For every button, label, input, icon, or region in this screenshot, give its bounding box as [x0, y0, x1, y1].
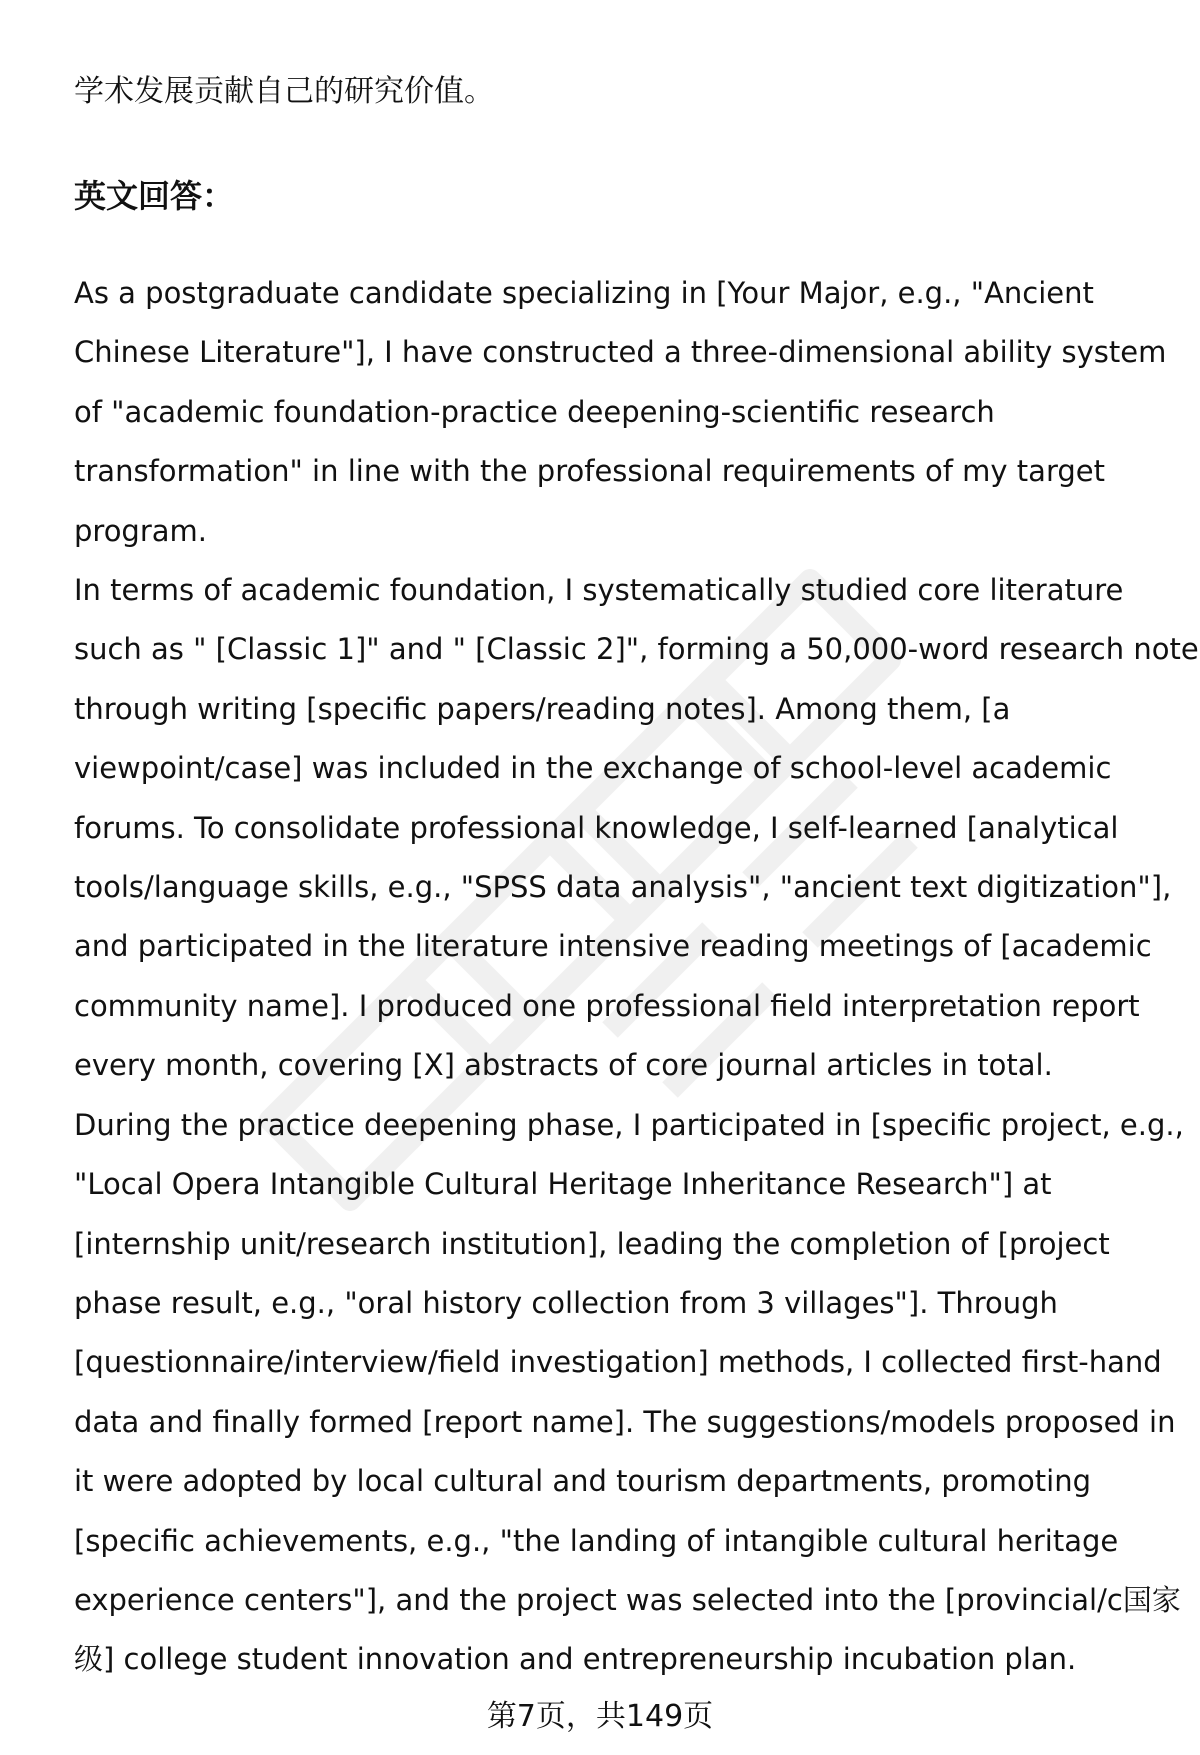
text-line: [specific achievements, e.g., "the landing of intangible cultural heritage [74, 1523, 1119, 1558]
text-line: transformation" in line with the professional requirements of my target [74, 454, 1105, 489]
text-line: tools/language skills, e.g., "SPSS data analysis", "ancient text digitization"], [74, 870, 1172, 905]
text-line: In terms of academic foundation, I systematically studied core literature [74, 573, 1124, 608]
text-line: and participated in the literature intensive reading meetings of [academic [74, 929, 1152, 964]
text-line: viewpoint/case] was included in the exchange of school-level academic [74, 751, 1112, 786]
text-line: it were adopted by local cultural and tourism departments, promoting [74, 1464, 1091, 1499]
text-line: such as " [Classic 1]" and " [Classic 2]", forming a 50,000-word research note [74, 632, 1199, 667]
text-line: every month, covering [X] abstracts of core journal articles in total. [74, 1048, 1053, 1083]
text-line: program. [74, 513, 208, 548]
text-line: data and finally formed [report name]. The suggestions/models proposed in [74, 1404, 1176, 1439]
section-heading: 英文回答： [74, 177, 235, 215]
text-line: [questionnaire/interview/field investigation] methods, I collected first-hand [74, 1345, 1162, 1380]
text-line: [internship unit/research institution], leading the completion of [project [74, 1226, 1110, 1261]
text-line: experience centers"], and the project was selected into the [provincial/c国家 [74, 1582, 1181, 1617]
text-line: 级] college student innovation and entrepreneurship incubation plan. [74, 1642, 1077, 1677]
text-line: During the practice deepening phase, I participated in [specific project, e.g., [74, 1107, 1184, 1142]
text-line: of "academic foundation-practice deepening-scientific research [74, 394, 995, 429]
paragraph-intro [74, 264, 1167, 561]
text-line: As a postgraduate candidate specializing in [Your Major, e.g., "Ancient [74, 276, 1094, 310]
paragraph-practice-deepening [74, 1096, 1184, 1690]
text-line: community name]. I produced one professional field interpretation report [74, 988, 1140, 1023]
text-line: through writing [specific papers/reading notes]. Among them, [a [74, 691, 1011, 726]
text-line: phase result, e.g., "oral history collection from 3 villages"]. Through [74, 1285, 1058, 1320]
answer-body [74, 264, 1199, 1690]
text-line: forums. To consolidate professional knowledge, I self-learned [analytical [74, 810, 1119, 845]
paragraph-academic-foundation [74, 561, 1199, 1096]
page-number-footer: 第7页，共149页 [486, 1699, 714, 1734]
text-line: "Local Opera Intangible Cultural Heritage Inheritance Research"] at [74, 1167, 1052, 1202]
carryover-text: 学术发展贡献自己的研究价值。 [74, 74, 494, 109]
text-line: Chinese Literature"], I have constructed a three-dimensional ability system [74, 335, 1167, 370]
